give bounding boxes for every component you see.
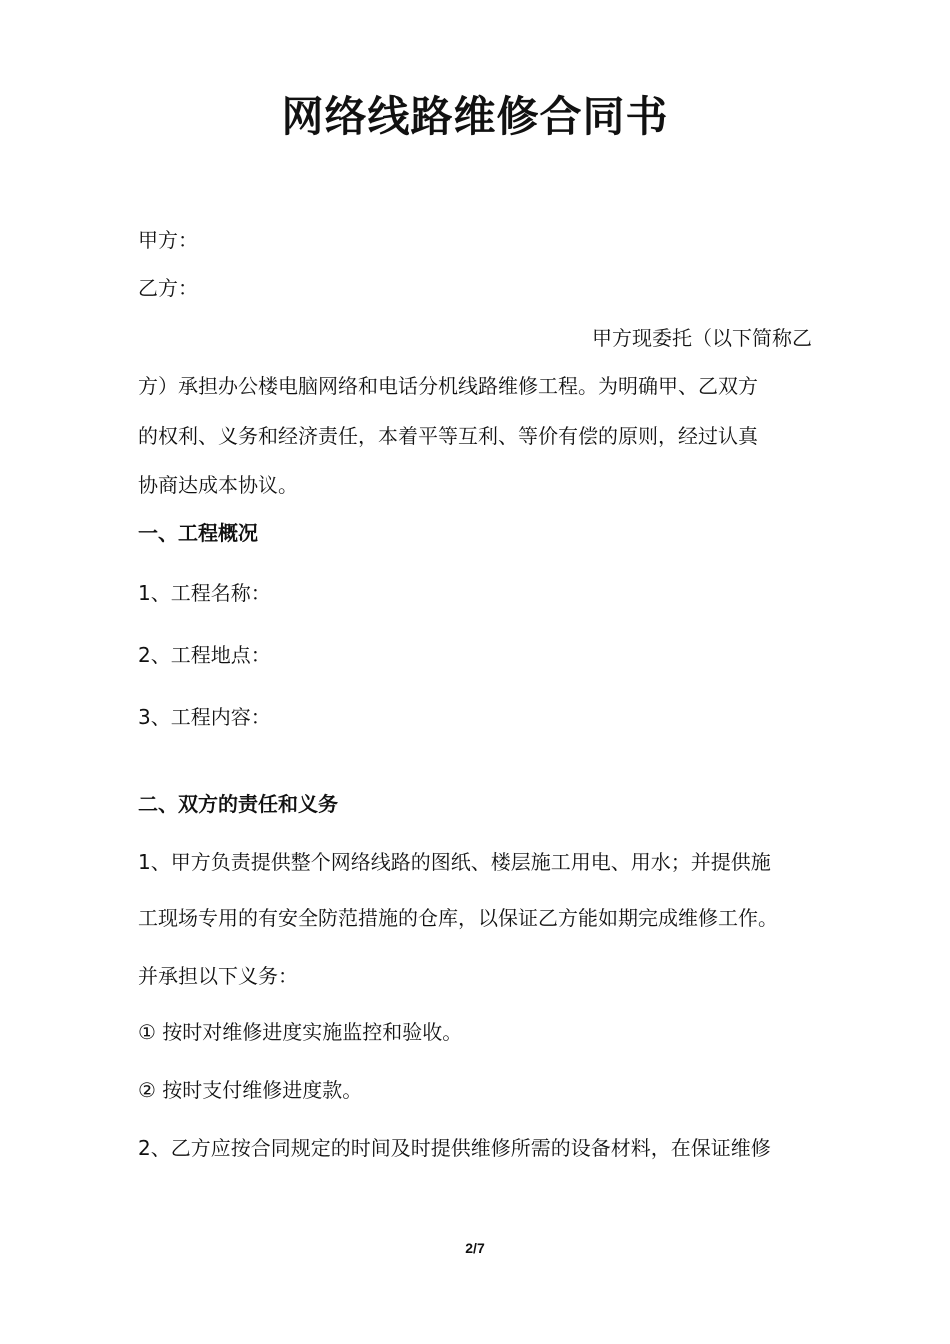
section-2-obligation-1: ① 按时对维修进度实施监控和验收。	[138, 1020, 463, 1044]
section-1-item-content: 3、工程内容：	[138, 705, 271, 729]
intro-line-1: 甲方现委托（以下简称乙	[592, 326, 812, 350]
section-1-heading: 一、工程概况	[138, 521, 258, 545]
page-number: 2/7	[465, 1240, 485, 1256]
section-2-line-3: 并承担以下义务：	[138, 964, 298, 988]
section-2-obligation-2: ② 按时支付维修进度款。	[138, 1078, 363, 1102]
section-2-line-1: 1、甲方负责提供整个网络线路的图纸、楼层施工用电、用水；并提供施	[138, 850, 771, 874]
section-2-line-2: 工现场专用的有安全防范措施的仓库，以保证乙方能如期完成维修工作。	[138, 906, 778, 930]
party-b-label: 乙方：	[138, 276, 198, 300]
section-1-item-name: 1、工程名称：	[138, 581, 271, 605]
intro-line-2: 方）承担办公楼电脑网络和电话分机线路维修工程。为明确甲、乙双方	[138, 374, 758, 398]
intro-line-4: 协商达成本协议。	[138, 473, 298, 497]
section-2-line-6: 2、乙方应按合同规定的时间及时提供维修所需的设备材料，在保证维修	[138, 1136, 771, 1160]
document-title: 网络线路维修合同书	[281, 92, 669, 141]
intro-line-3: 的权利、义务和经济责任，本着平等互利、等价有偿的原则，经过认真	[138, 424, 758, 448]
party-a-label: 甲方：	[138, 228, 198, 252]
section-1-item-location: 2、工程地点：	[138, 643, 271, 667]
section-2-heading: 二、双方的责任和义务	[138, 792, 338, 816]
